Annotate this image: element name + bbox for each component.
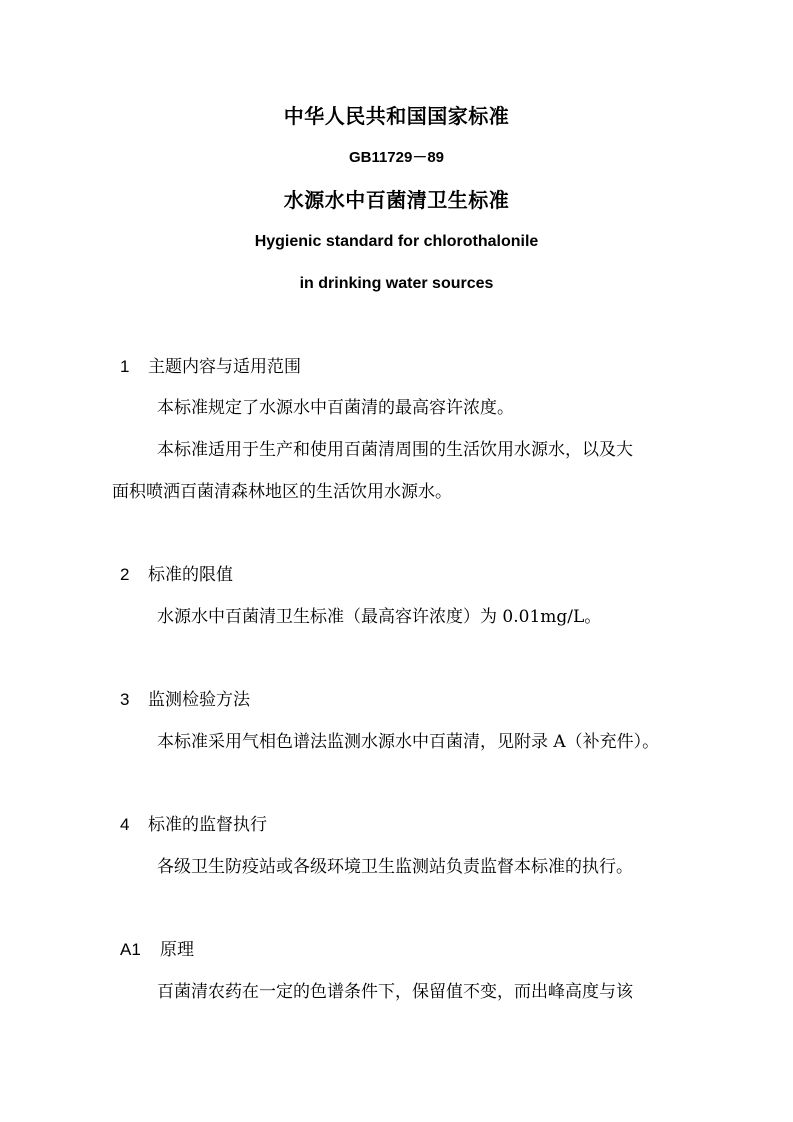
- section-title: 监测检验方法: [148, 690, 250, 710]
- section-number: A1: [120, 940, 141, 959]
- section-3-heading: [120, 689, 250, 711]
- section-2-heading: [120, 564, 233, 586]
- standard-code: GB11729－89: [348, 149, 445, 166]
- section-3-paragraph-1: 本标准采用气相色谱法监测水源水中百菌清，见附录 A（补充件）。: [157, 732, 660, 752]
- section-1-paragraph-1: 本标准规定了水源水中百菌清的最高容许浓度。: [157, 398, 514, 418]
- section-number: 3: [120, 690, 130, 709]
- section-title: 标准的限值: [148, 565, 233, 585]
- section-4-paragraph-1: 各级卫生防疫站或各级环境卫生监测站负责监督本标准的执行。: [157, 857, 633, 877]
- section-title: 标准的监督执行: [148, 815, 267, 835]
- section-title: 主题内容与适用范围: [148, 357, 301, 377]
- document-title: 中华人民共和国国家标准: [283, 104, 510, 128]
- chinese-subtitle: 水源水中百菌清卫生标准: [283, 188, 510, 212]
- section-a1-heading: [120, 939, 194, 961]
- section-4-heading: [120, 814, 267, 836]
- section-number: 2: [120, 565, 130, 584]
- section-a1-paragraph-1: 百菌清农药在一定的色谱条件下，保留值不变，而出峰高度与该: [157, 982, 633, 1002]
- section-number: 1: [120, 357, 130, 376]
- section-1-paragraph-2: 本标准适用于生产和使用百菌清周围的生活饮用水源水，以及大: [157, 440, 633, 460]
- english-title-line-2: in drinking water sources: [299, 275, 494, 292]
- section-2-paragraph-1: 水源水中百菌清卫生标准（最高容许浓度）为 0.01mg/L。: [157, 607, 602, 627]
- english-title-line-1: Hygienic standard for chlorothalonile: [254, 233, 539, 250]
- section-1-heading: [120, 356, 301, 378]
- section-1-paragraph-2-continued: 面积喷洒百菌清森林地区的生活饮用水源水。: [112, 482, 452, 502]
- section-number: 4: [120, 815, 130, 834]
- section-title: 原理: [160, 940, 194, 960]
